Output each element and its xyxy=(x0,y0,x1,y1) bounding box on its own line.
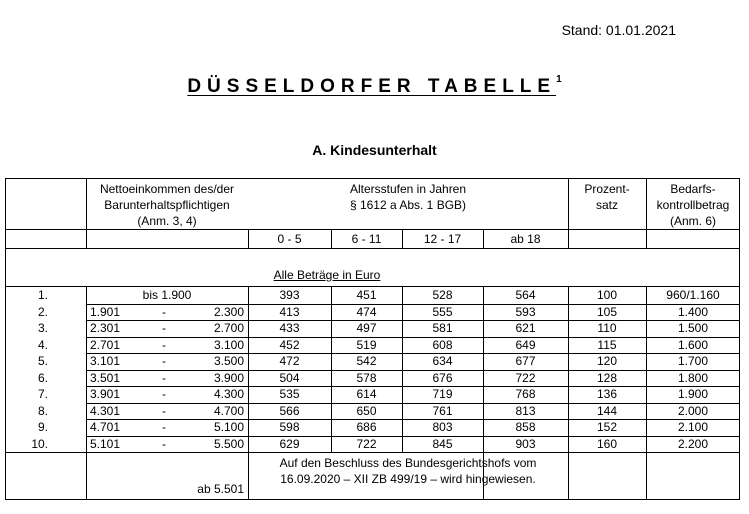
amount-age-6-11: 519 xyxy=(356,337,377,352)
amount-age-ab-18: 649 xyxy=(515,337,536,352)
amount-age-ab-18: 677 xyxy=(515,354,536,368)
bedarfskontrollbetrag-value: 1.500 xyxy=(677,321,709,335)
amount-age-ab-18: 722 xyxy=(515,370,536,385)
amount-age-6-11: 578 xyxy=(356,370,377,385)
kindesunterhalt-table xyxy=(5,178,740,500)
footer-bgh-note: Auf den Beschluss des Bundesgerichtshofs vom 16.09.2020 – XII ZB 499/19 – wird hingewiesen. xyxy=(279,456,537,486)
amount-age-6-11: 497 xyxy=(356,321,377,335)
amount-age-ab-18: 858 xyxy=(515,420,536,434)
income-to: 4.700 xyxy=(213,403,244,418)
bedarfskontrollbetrag-value: 2.200 xyxy=(677,436,709,451)
amount-age-12-17: 803 xyxy=(432,420,453,434)
prozentsatz-value: 110 xyxy=(597,321,617,335)
amount-age-6-11: 474 xyxy=(356,304,377,319)
amount-age-12-17: 676 xyxy=(432,370,453,385)
bedarfskontrollbetrag-value: 1.600 xyxy=(677,337,709,352)
amount-age-12-17: 761 xyxy=(432,403,453,418)
row-number: 6. xyxy=(37,370,48,385)
amount-age-ab-18: 621 xyxy=(515,321,536,335)
amount-age-ab-18: 593 xyxy=(515,304,536,319)
income-to: 5.500 xyxy=(213,436,244,451)
amount-age-6-11: 542 xyxy=(356,354,377,368)
header-einkommen: Nettoeinkommen des/der Barunterhaltspflichtigen (Anm. 3, 4) xyxy=(99,182,235,228)
bedarfskontrollbetrag-value: 1.900 xyxy=(677,387,709,401)
amount-age-0-5: 629 xyxy=(279,436,300,451)
grid-line xyxy=(6,248,740,249)
income-to: 3.100 xyxy=(213,337,244,352)
prozentsatz-value: 120 xyxy=(596,354,618,368)
header-age-3: 12 - 17 xyxy=(423,232,462,246)
bedarfskontrollbetrag-value: 1.800 xyxy=(677,370,709,385)
row-number: 7. xyxy=(37,387,48,401)
amount-age-0-5: 452 xyxy=(279,337,300,352)
income-to: 4.300 xyxy=(213,387,244,401)
amount-age-0-5: 413 xyxy=(279,304,300,319)
income-dash: - xyxy=(162,420,166,434)
income-from: 3.501 xyxy=(90,370,121,385)
prozentsatz-value: 152 xyxy=(596,420,618,434)
bedarfskontrollbetrag-value: 960/1.160 xyxy=(666,288,720,302)
prozentsatz-value: 128 xyxy=(596,370,618,385)
header-age-2: 6 - 11 xyxy=(351,232,382,246)
amount-age-0-5: 472 xyxy=(279,354,300,368)
header-altersstufen: Altersstufen in Jahren § 1612 a Abs. 1 BGB) xyxy=(349,182,467,212)
income-from: 2.301 xyxy=(90,321,121,335)
income-range: bis 1.900 xyxy=(142,288,192,302)
amount-age-ab-18: 564 xyxy=(515,288,536,302)
income-dash: - xyxy=(162,354,166,368)
prozentsatz-value: 144 xyxy=(596,403,618,418)
prozentsatz-value: 136 xyxy=(596,387,618,401)
header-age-4: ab 18 xyxy=(510,232,541,246)
row-number: 8. xyxy=(37,403,48,418)
bedarfskontrollbetrag-value: 1.400 xyxy=(677,304,709,319)
amount-age-12-17: 719 xyxy=(432,387,453,401)
amount-age-12-17: 608 xyxy=(432,337,453,352)
amount-age-ab-18: 768 xyxy=(515,387,536,401)
section-title: A. Kindesunterhalt xyxy=(312,142,437,158)
amount-age-ab-18: 903 xyxy=(515,436,536,451)
row-number: 1. xyxy=(37,288,48,302)
income-from: 4.301 xyxy=(90,403,121,418)
euro-note: Alle Beträge in Euro xyxy=(273,268,381,282)
row-number: 4. xyxy=(37,337,48,352)
amount-age-0-5: 433 xyxy=(279,321,300,335)
amount-age-6-11: 614 xyxy=(356,387,377,401)
amount-age-12-17: 528 xyxy=(432,288,453,302)
row-number: 3. xyxy=(37,321,48,335)
income-from: 3.901 xyxy=(90,387,121,401)
amount-age-6-11: 451 xyxy=(356,288,377,302)
income-from: 3.101 xyxy=(90,354,121,368)
income-dash: - xyxy=(162,436,166,451)
amount-age-0-5: 504 xyxy=(279,370,300,385)
income-dash: - xyxy=(162,304,166,319)
amount-age-0-5: 566 xyxy=(279,403,300,418)
amount-age-12-17: 581 xyxy=(432,321,453,335)
income-to: 5.100 xyxy=(213,420,244,434)
header-age-1: 0 - 5 xyxy=(277,232,302,246)
title-footnote: 1 xyxy=(556,74,562,85)
income-from: 1.901 xyxy=(90,304,121,319)
document-title xyxy=(0,76,749,98)
prozentsatz-value: 100 xyxy=(596,288,618,302)
row-number: 9. xyxy=(37,420,48,434)
prozentsatz-value: 160 xyxy=(596,436,618,451)
income-from: 2.701 xyxy=(90,337,121,352)
income-to: 2.300 xyxy=(213,304,244,319)
income-from: 5.101 xyxy=(90,436,121,451)
header-prozentsatz: Prozent- satz xyxy=(584,182,630,212)
amount-age-6-11: 650 xyxy=(356,403,377,418)
income-to: 3.500 xyxy=(213,354,244,368)
income-dash: - xyxy=(162,337,166,352)
row-number: 2. xyxy=(37,304,48,319)
income-dash: - xyxy=(162,321,166,335)
prozentsatz-value: 105 xyxy=(596,304,618,319)
income-to: 2.700 xyxy=(213,321,244,335)
stand-date: Stand: 01.01.2021 xyxy=(561,22,676,38)
income-dash: - xyxy=(162,370,166,385)
income-to: 3.900 xyxy=(213,370,244,385)
income-dash: - xyxy=(162,387,166,401)
bedarfskontrollbetrag-value: 2.100 xyxy=(677,420,709,434)
amount-age-0-5: 393 xyxy=(279,288,300,302)
amount-age-0-5: 598 xyxy=(279,420,300,434)
amount-age-6-11: 686 xyxy=(356,420,377,434)
income-from: 4.701 xyxy=(90,420,121,434)
bedarfskontrollbetrag-value: 2.000 xyxy=(677,403,709,418)
prozentsatz-value: 115 xyxy=(597,337,617,352)
amount-age-12-17: 634 xyxy=(432,354,453,368)
amount-age-0-5: 535 xyxy=(279,387,300,401)
grid-line xyxy=(86,286,87,499)
amount-age-12-17: 845 xyxy=(432,436,453,451)
footer-ab-income: ab 5.501 xyxy=(197,482,244,496)
header-bedarfskontrollbetrag: Bedarfs- kontrollbetrag (Anm. 6) xyxy=(656,182,730,228)
bedarfskontrollbetrag-value: 1.700 xyxy=(677,354,709,368)
amount-age-ab-18: 813 xyxy=(515,403,536,418)
row-number: 5. xyxy=(37,354,48,368)
document-title-text: DÜSSELDORFER TABELLE xyxy=(187,76,557,97)
grid-line xyxy=(6,452,740,453)
income-dash: - xyxy=(162,403,166,418)
row-number: 10. xyxy=(31,436,48,451)
amount-age-12-17: 555 xyxy=(432,304,453,319)
amount-age-6-11: 722 xyxy=(356,436,377,451)
